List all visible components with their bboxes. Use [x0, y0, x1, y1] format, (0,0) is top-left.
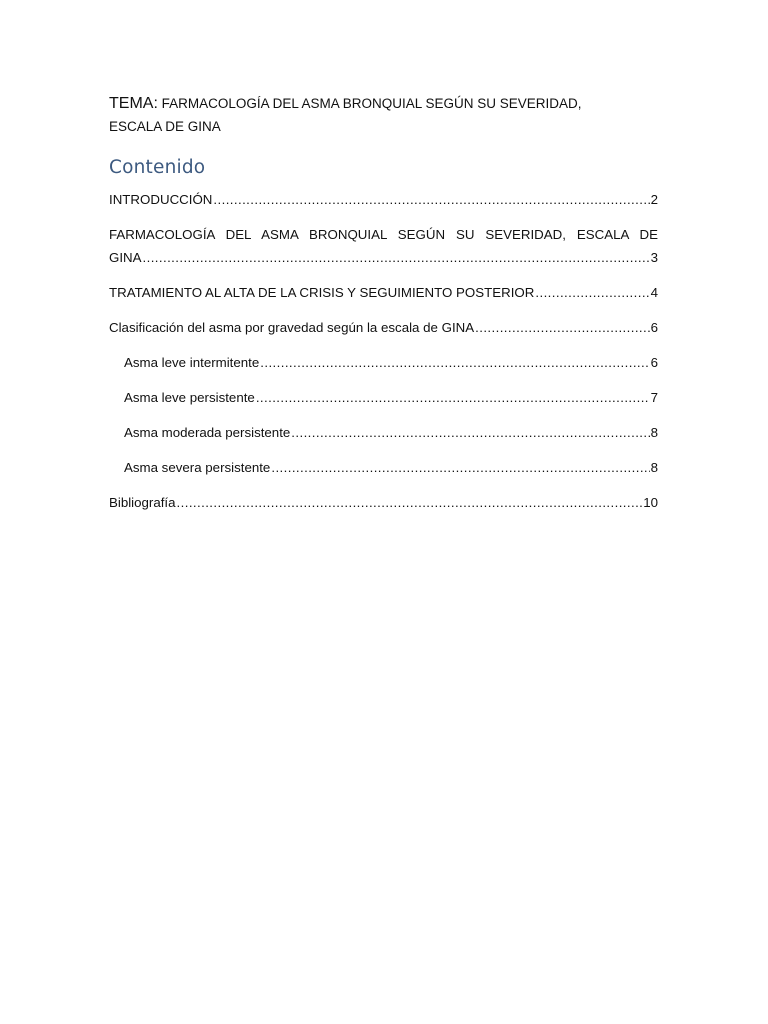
toc-page-number: 6	[650, 320, 658, 335]
toc-page-number: 10	[643, 495, 658, 510]
toc-entry-label: Asma moderada persistente	[124, 425, 291, 440]
toc-entry-asma-leve-intermitente[interactable]	[109, 351, 658, 374]
toc-entry-label: Asma leve intermitente	[124, 355, 260, 370]
table-of-contents	[109, 188, 658, 514]
toc-dot-leader	[271, 456, 649, 479]
toc-entry-label: Bibliografía	[109, 495, 176, 510]
document-page	[109, 92, 658, 526]
toc-page-number: 2	[650, 192, 658, 207]
toc-entry-label: Clasificación del asma por gravedad según la escala de GINA	[109, 320, 475, 335]
tema-text-line-1: FARMACOLOGÍA DEL ASMA BRONQUIAL SEGÚN SU SEVERIDAD,	[161, 96, 582, 111]
toc-entry-label: TRATAMIENTO AL ALTA DE LA CRISIS Y SEGUIMIENTO POSTERIOR	[109, 285, 535, 300]
toc-entry-label: INTRODUCCIÓN	[109, 192, 213, 207]
toc-dot-leader	[475, 316, 649, 339]
toc-dot-leader	[213, 188, 649, 211]
toc-dot-leader	[291, 421, 649, 444]
toc-dot-leader	[535, 281, 649, 304]
toc-entry-clasificacion[interactable]	[109, 316, 658, 339]
contents-heading: Contenido	[109, 157, 206, 178]
toc-entry-label: Asma leve persistente	[124, 390, 255, 405]
toc-entry-asma-severa-persistente[interactable]	[109, 456, 658, 479]
toc-page-number: 4	[650, 285, 658, 300]
toc-entry-farmacologia[interactable]	[109, 223, 658, 269]
tema-label: TEMA:	[109, 95, 158, 112]
toc-dot-leader	[256, 386, 650, 409]
toc-dot-leader	[143, 246, 650, 269]
toc-entry-asma-leve-persistente[interactable]	[109, 386, 658, 409]
toc-entry-introduccion[interactable]	[109, 188, 658, 211]
toc-page-number: 3	[650, 250, 658, 265]
toc-page-number: 6	[650, 355, 658, 370]
toc-entry-bibliografia[interactable]	[109, 491, 658, 514]
toc-entry-label: Asma severa persistente	[124, 460, 271, 475]
toc-dot-leader	[260, 351, 649, 374]
toc-entry-label: GINA	[109, 250, 142, 265]
toc-page-number: 7	[650, 390, 658, 405]
toc-page-number: 8	[650, 460, 658, 475]
toc-entry-asma-moderada-persistente[interactable]	[109, 421, 658, 444]
title-line-1	[109, 92, 658, 115]
toc-entry-label-line-1: FARMACOLOGÍA DEL ASMA BRONQUIAL SEGÚN SU SEVERIDAD, ESCALA DE	[109, 227, 658, 242]
toc-entry-tratamiento[interactable]	[109, 281, 658, 304]
toc-page-number: 8	[650, 425, 658, 440]
tema-text-line-2: ESCALA DE GINA	[109, 119, 221, 134]
toc-dot-leader	[177, 491, 643, 514]
document-title	[109, 92, 658, 138]
